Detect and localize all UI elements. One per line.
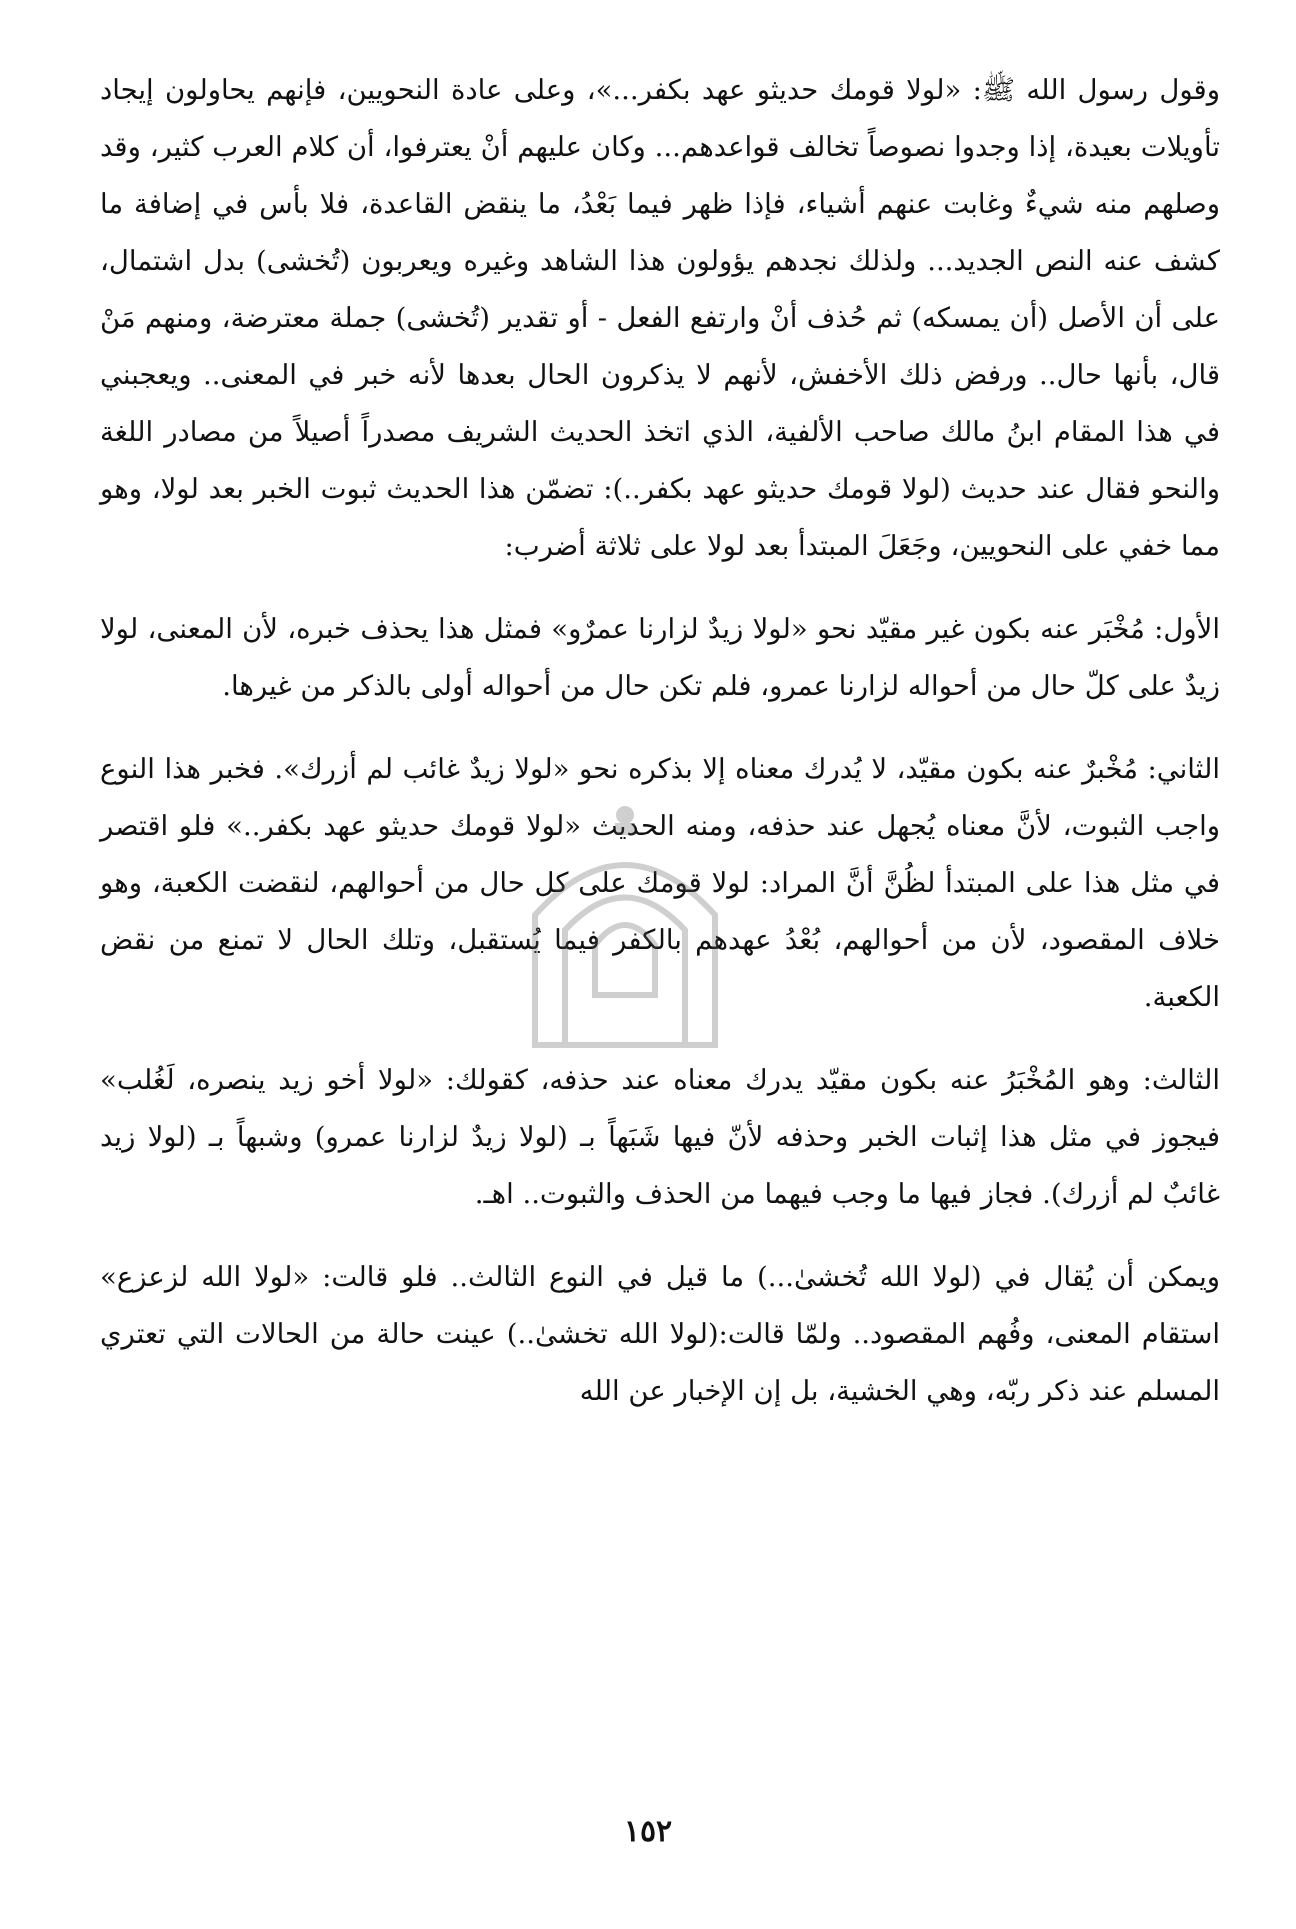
page-body (100, 62, 1220, 1420)
paragraph-second-type: الثاني: مُخْبرٌ عنه بكون مقيّد، لا يُدرك معناه إلا بذكره نحو «لولا زيدٌ غائب لم أزرك». فخبر هذا النوع واجب الثبوت، لأنَّ معناه يُجهل عند حذفه، ومنه الحديث «لولا قومك حديثو عهد بكفر..» فلو اقتصر في مثل هذا على المبتدأ لظُنَّ أنَّ المراد: لولا قومك على كل حال من أحوالهم، لنقضت الكعبة، وهو خلاف المقصود، لأن من أحوالهم، بُعْدُ عهدهم بالكفر فيما يُستقبل، وتلك الحال لا تمنع من نقض الكعبة. (100, 753, 1220, 1013)
paragraph-conclusion: ويمكن أن يُقال في (لولا الله تُخشىٰ...) ما قيل في النوع الثالث.. فلو قالت: «لولا الله لزعزع» استقام المعنى، وفُهم المقصود.. ولمّا قالت:(لولا الله تخشىٰ..) عينت حالة من الحالات التي تعتري المسلم عند ذكر ربّه، وهي الخشية، بل إن الإخبار عن الله (100, 1261, 1220, 1407)
page-number: ١٥٢ (623, 1814, 673, 1849)
paragraph-first-type: الأول: مُخْبَر عنه بكون غير مقيّد نحو «لولا زيدٌ لزارنا عمرٌو» فمثل هذا يحذف خبره، لأن المعنى، لولا زيدٌ على كلّ حال من أحواله لزارنا عمرو، فلم تكن حال من أحواله أولى بالذكر من غيرها. (100, 613, 1220, 702)
paragraph-intro: وقول رسول الله ﷺ: «لولا قومك حديثو عهد بكفر...»، وعلى عادة النحويين، فإنهم يحاولون إيجاد تأويلات بعيدة، إذا وجدوا نصوصاً تخالف قواعدهم... وكان عليهم أنْ يعترفوا، أن كلام العرب كثير، وقد وصلهم منه شيءٌ وغابت عنهم أشياء، فإذا ظهر فيما بَعْدُ، ما ينقض القاعدة، فلا بأس في إضافة ما كشف عنه النص الجديد... ولذلك نجدهم يؤولون هذا الشاهد وغيره ويعربون (تُخشى) بدل اشتمال، على أن الأصل (أن يمسكه) ثم حُذف أنْ وارتفع الفعل - أو تقدير (تُخشى) جملة معترضة، ومنهم مَنْ قال، بأنها حال.. ورفض ذلك الأخفش، لأنهم لا يذكرون الحال بعدها لأنه خبر في المعنى.. ويعجبني في هذا المقام ابنُ مالك صاحب الألفية، الذي اتخذ الحديث الشريف مصدراً أصيلاً من مصادر اللغة والنحو فقال عند حديث (لولا قومك حديثو عهد بكفر..): تضمّن هذا الحديث ثبوت الخبر بعد لولا، وهو مما خفي على النحويين، وجَعَلَ المبتدأ بعد لولا على ثلاثة أضرب: (100, 74, 1220, 562)
paragraph-third-type: الثالث: وهو المُخْبَرُ عنه بكون مقيّد يدرك معناه عند حذفه، كقولك: «لولا أخو زيد ينصره، لَغُلب» فيجوز في مثل هذا إثبات الخبر وحذفه لأنّ فيها شَبَهاً بـ (لولا زيدٌ لزارنا عمرو) وشبهاً بـ (لولا زيد غائبٌ لم أزرك). فجاز فيها ما وجب فيهما من الحذف والثبوت.. اهـ. (100, 1064, 1220, 1210)
